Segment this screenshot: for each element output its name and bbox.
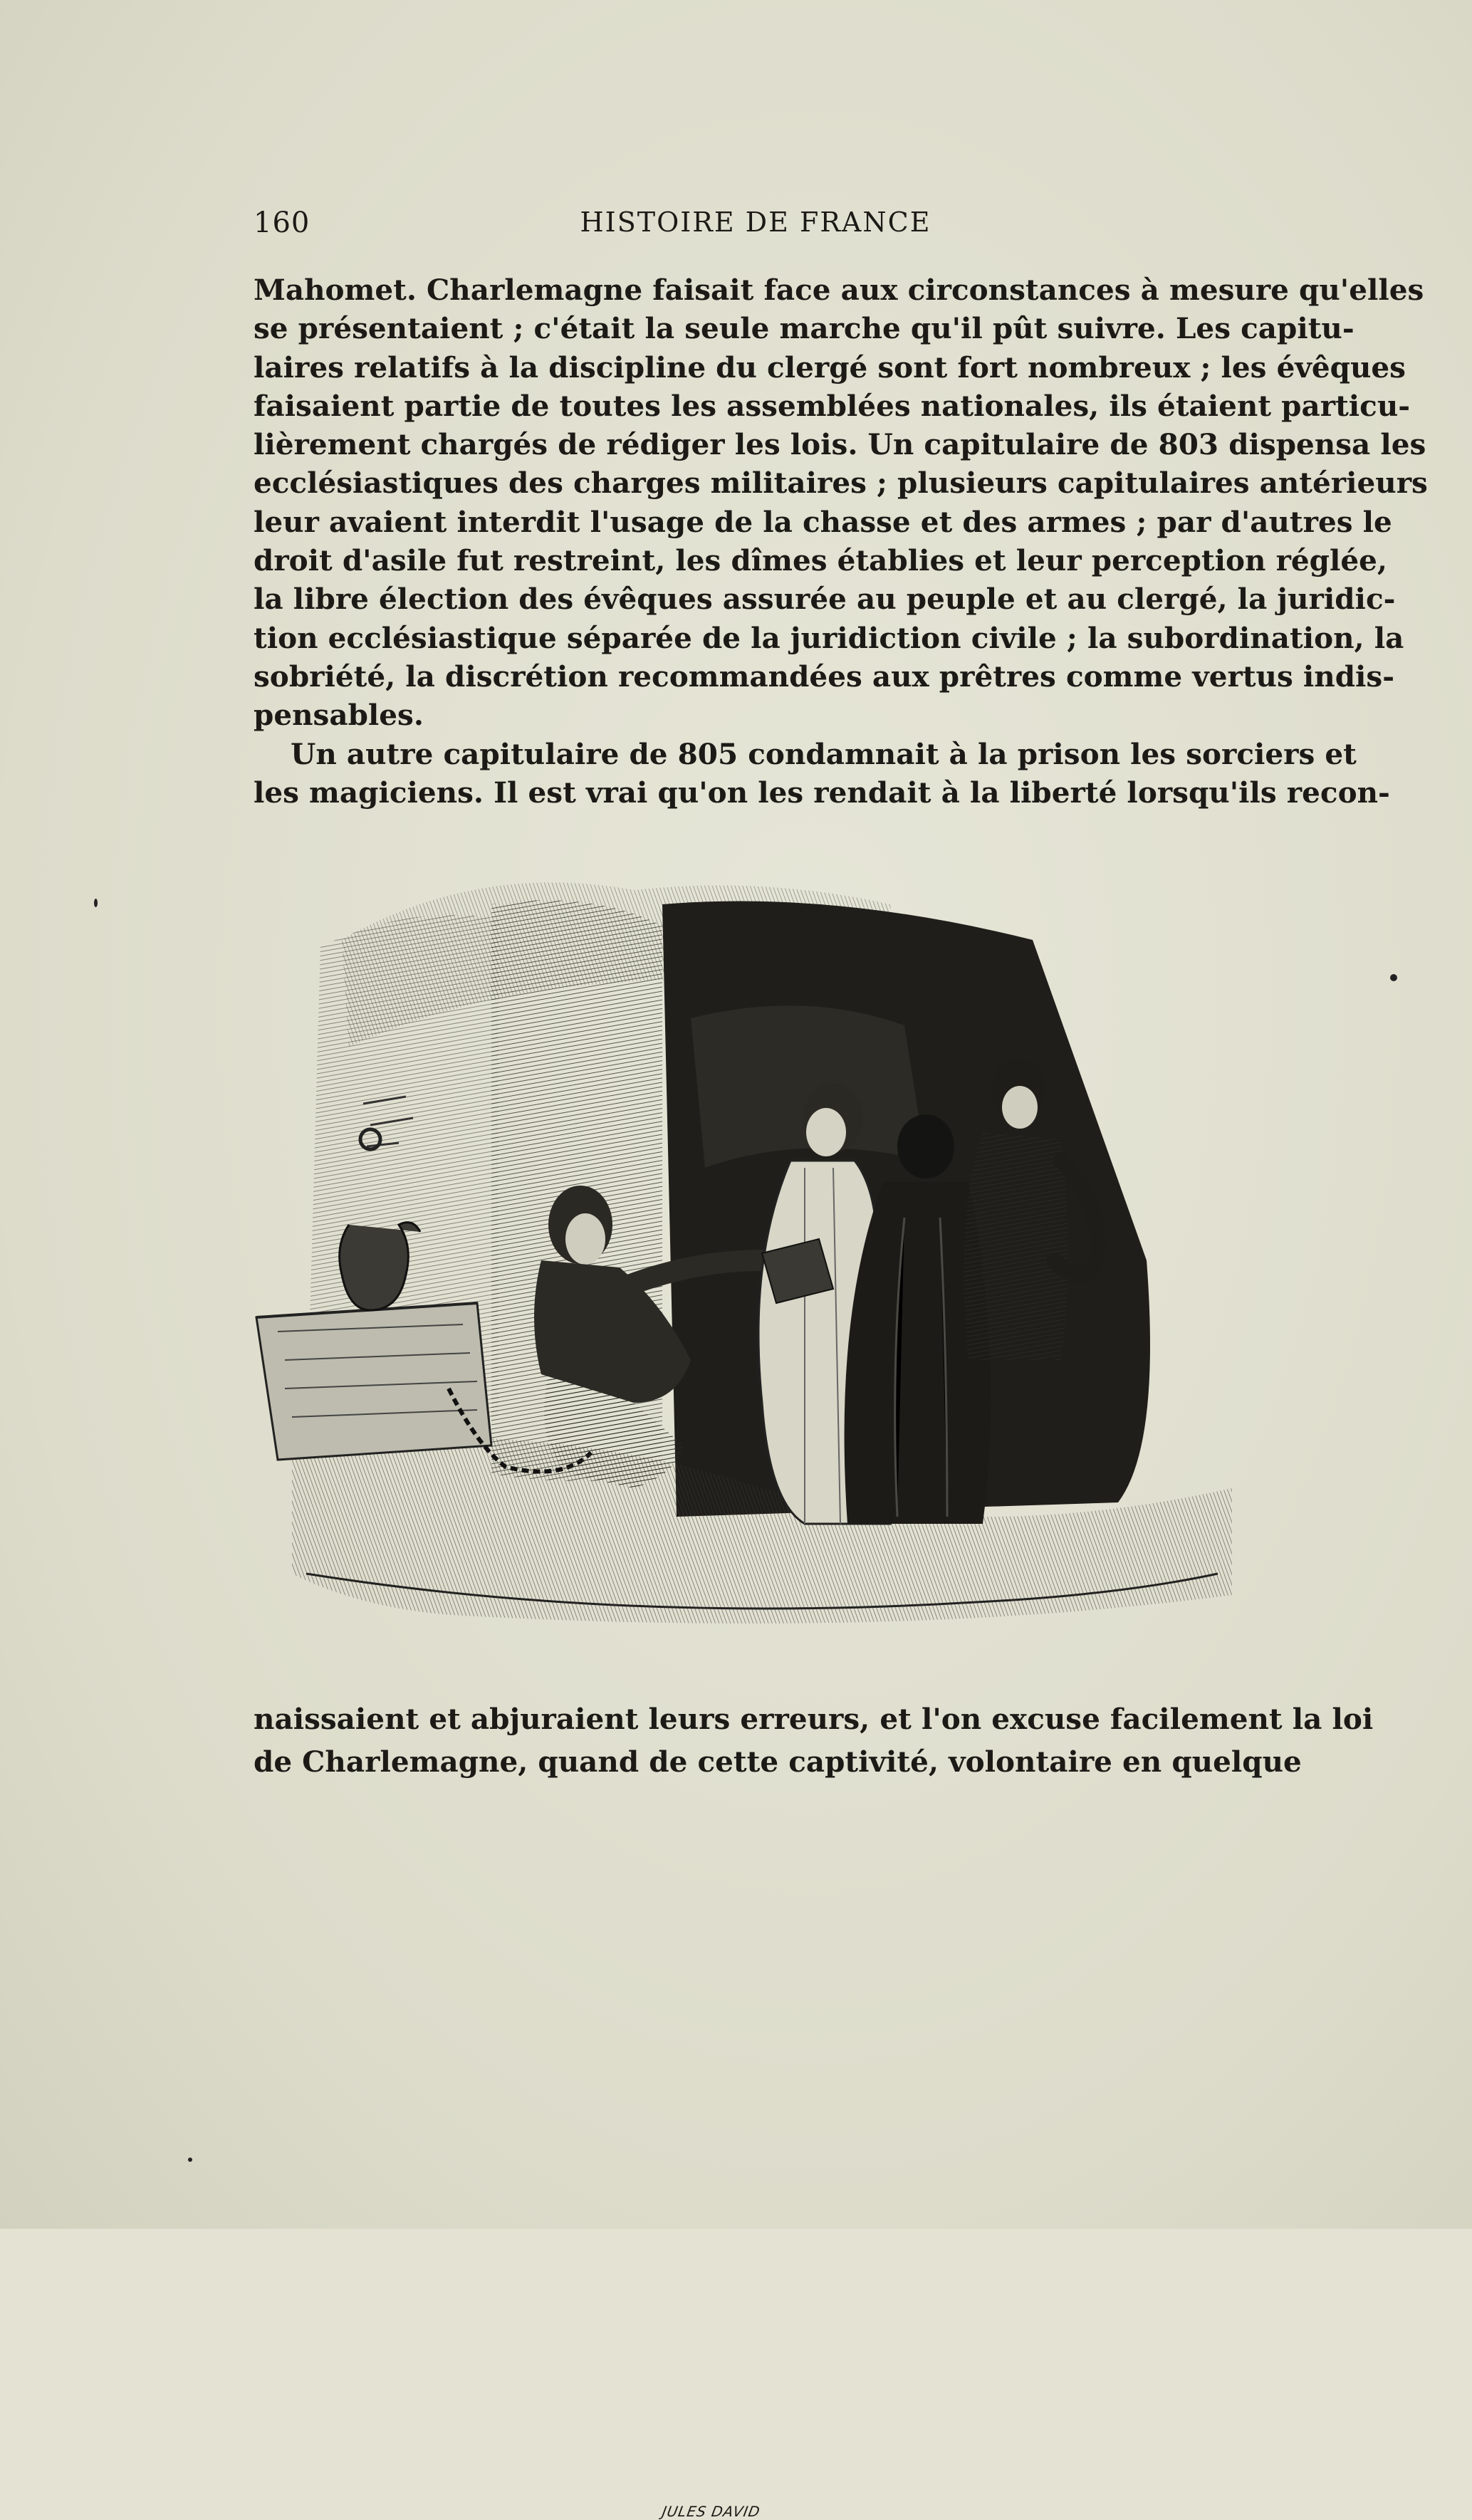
body-text-bottom bbox=[254, 1698, 1374, 1783]
text-line: Un autre capitulaire de 805 condamnait à la prison les sorciers et bbox=[291, 736, 1357, 771]
text-line: tion ecclésiastique séparée de la juridiction civile ; la subordination, la bbox=[254, 620, 1404, 655]
ink-speck bbox=[1390, 974, 1397, 981]
text-line: ecclésiastiques des charges militaires ; plusieurs capitulaires antérieurs bbox=[254, 466, 1428, 501]
text-line: Mahomet. Charlemagne faisait face aux circonstances à mesure qu'elles bbox=[254, 273, 1424, 307]
ink-speck bbox=[94, 899, 98, 907]
text-line: laires relatifs à la discipline du clergé sont fort nombreux ; les évêques bbox=[254, 350, 1406, 385]
text-line: se présentaient ; c'était la seule marche qu'il pût suivre. Les capitu- bbox=[254, 311, 1354, 346]
engraving-image bbox=[263, 862, 1246, 1666]
text-line: lièrement chargés de rédiger les lois. Un capitulaire de 803 dispensa les bbox=[254, 427, 1426, 462]
text-line: les magiciens. Il est vrai qu'on les rendait à la liberté lorsqu'ils recon- bbox=[254, 775, 1390, 810]
text-line: naissaient et abjuraient leurs erreurs, et l'on excuse facilement la loi bbox=[254, 1702, 1374, 1736]
body-text-top bbox=[254, 271, 1428, 812]
text-line: de Charlemagne, quand de cette captivité, volontaire en quelque bbox=[254, 1745, 1302, 1779]
engraver-signature: JULES DAVID bbox=[660, 2503, 762, 2520]
text-line: faisaient partie de toutes les assemblées nationales, ils étaient particu- bbox=[254, 388, 1411, 423]
page-number: 160 bbox=[254, 206, 310, 239]
text-line: pensables. bbox=[254, 698, 424, 733]
text-line: sobriété, la discrétion recommandées aux prêtres comme vertus indis- bbox=[254, 659, 1395, 694]
text-line: la libre élection des évêques assurée au peuple et au clergé, la juridic- bbox=[254, 582, 1396, 617]
running-title: HISTOIRE DE FRANCE bbox=[580, 206, 931, 238]
page-header bbox=[254, 206, 1258, 249]
ink-speck bbox=[188, 2158, 192, 2162]
text-line: leur avaient interdit l'usage de la chasse et des armes ; par d'autres le bbox=[254, 504, 1392, 539]
text-line: droit d'asile fut restreint, les dîmes établies et leur perception réglée, bbox=[254, 543, 1388, 578]
